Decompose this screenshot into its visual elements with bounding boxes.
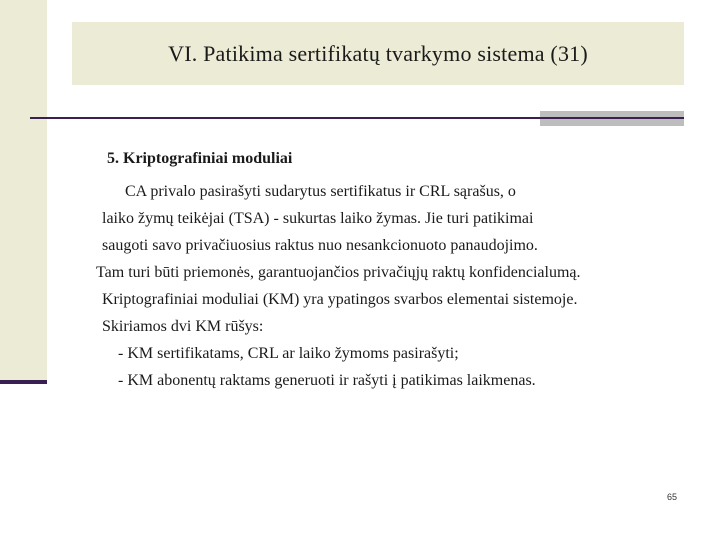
body-line-1: CA privalo pasirašyti sudarytus sertifikatus ir CRL sąrašus, o bbox=[125, 183, 516, 200]
body-line-2: laiko žymų teikėjai (TSA) - sukurtas laiko žymas. Jie turi patikimai bbox=[102, 210, 534, 227]
list-item-2: - KM abonentų raktams generuoti ir rašyti į patikimas laikmenas. bbox=[118, 372, 536, 389]
section-heading: 5. Kriptografiniai moduliai bbox=[107, 150, 293, 167]
left-decorative-band bbox=[0, 0, 47, 383]
title-box bbox=[72, 22, 684, 85]
title-rule bbox=[30, 117, 684, 119]
left-accent-bar bbox=[0, 380, 47, 384]
page-number: 65 bbox=[666, 492, 677, 502]
body-line-5: Kriptografiniai moduliai (KM) yra ypatingos svarbos elementai sistemoje. bbox=[102, 291, 578, 308]
body-line-3: saugoti savo privačiuosius raktus nuo nesankcionuoto panaudojimo. bbox=[102, 237, 538, 254]
body-line-4: Tam turi būti priemonės, garantuojančios privačiųjų raktų konfidencialumą. bbox=[96, 264, 581, 281]
slide-title: VI. Patikima sertifikatų tvarkymo sistema (31) bbox=[168, 40, 588, 66]
body-line-6: Skiriamos dvi KM rūšys: bbox=[102, 318, 264, 335]
list-item-1: - KM sertifikatams, CRL ar laiko žymoms pasirašyti; bbox=[118, 345, 459, 362]
